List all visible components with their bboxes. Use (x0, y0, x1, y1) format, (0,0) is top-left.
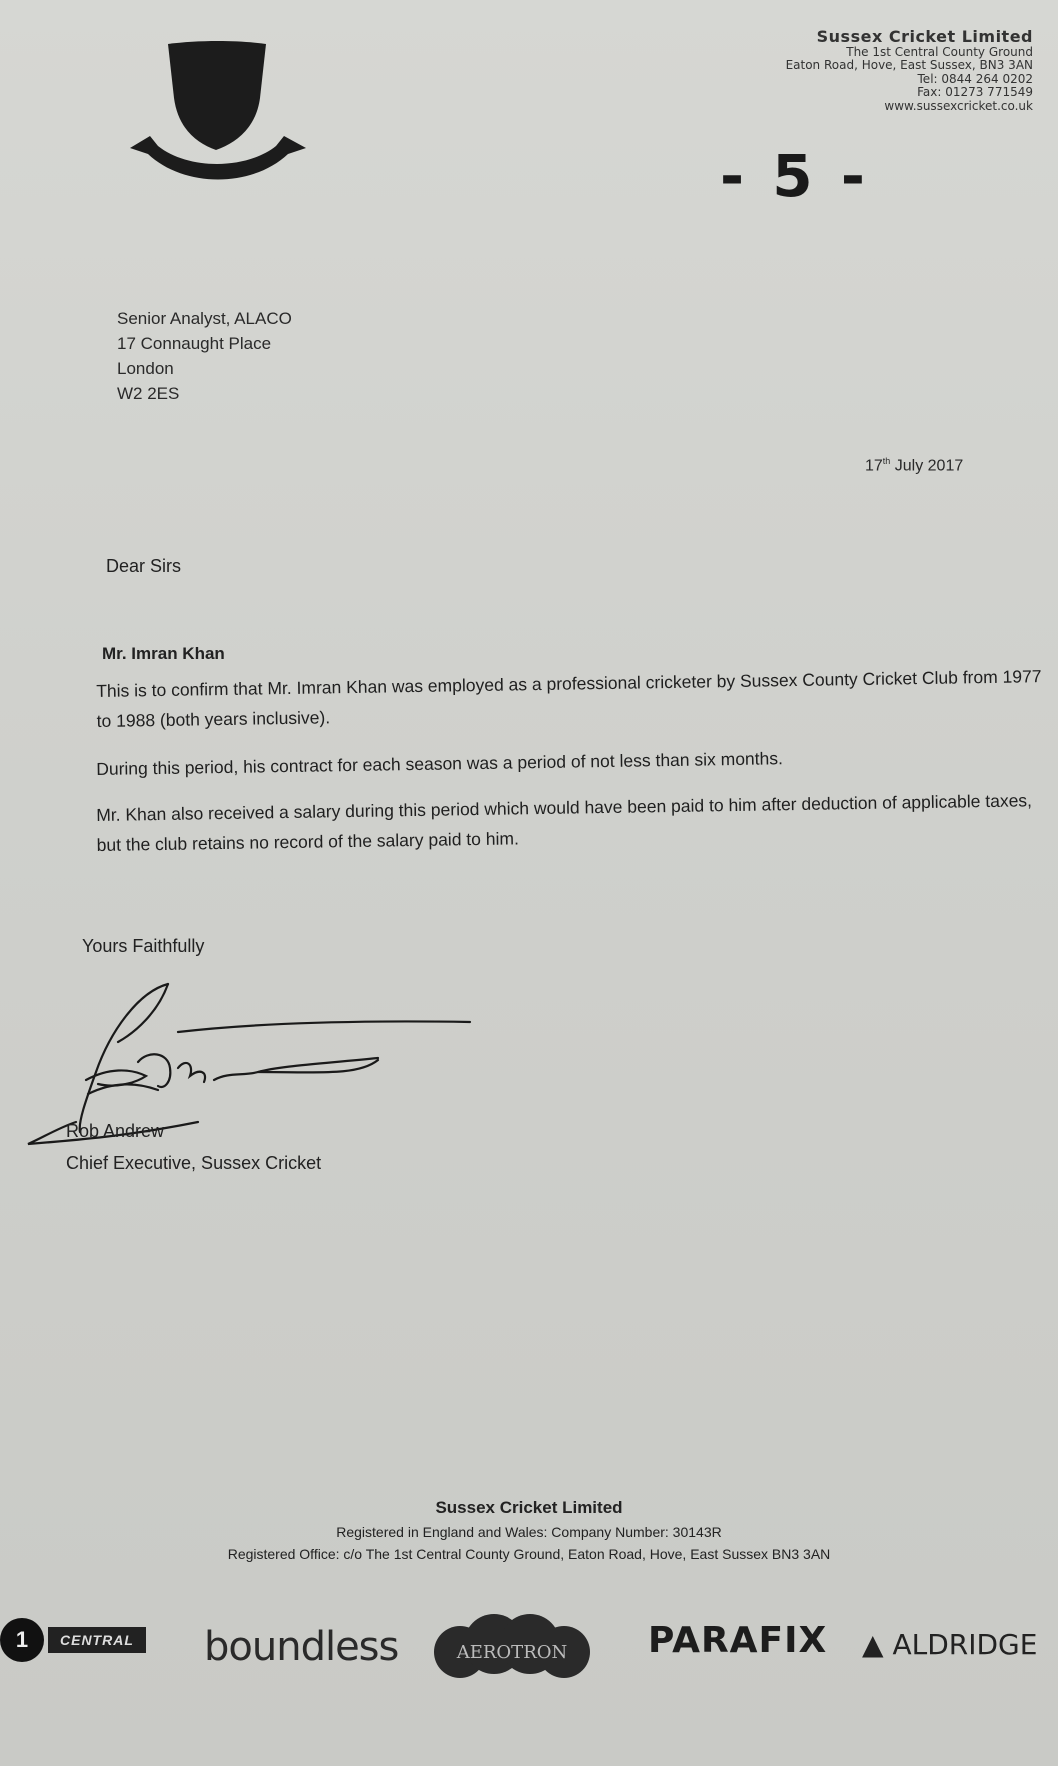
letterhead-address (633, 28, 1033, 113)
central-logo-text: CENTRAL (48, 1627, 146, 1653)
date-suffix: th (882, 456, 891, 466)
aerotron-sponsor-logo (432, 1608, 592, 1694)
signatory-title: Chief Executive, Sussex Cricket (66, 1153, 322, 1173)
date-rest: July 2017 (890, 457, 964, 475)
recipient-address (117, 306, 292, 406)
body-paragraph: Mr. Khan also received a salary during this period which would have been paid to him after deduction of applicable taxes, but the club retains no record of the salary paid to him. (96, 790, 1033, 855)
aldridge-sponsor-logo (862, 1628, 1037, 1661)
signatory-name: Rob Andrew (66, 1121, 165, 1141)
boundless-sponsor-logo: boundless (204, 1624, 399, 1670)
recipient-line: London (117, 359, 174, 378)
letterhead-fax: Fax: 01273 771549 (917, 85, 1033, 100)
letterhead-street: Eaton Road, Hove, East Sussex, BN3 3AN (785, 58, 1033, 73)
letterhead-tel: Tel: 0844 264 0202 (917, 71, 1033, 86)
signatory (66, 1115, 321, 1179)
sussex-crest-logo (128, 38, 308, 188)
recipient-line: 17 Connaught Place (117, 334, 272, 353)
letterhead-website: www.sussexcricket.co.uk (884, 98, 1033, 113)
footer-office: Registered Office: c/o The 1st Central County Ground, Eaton Road, Hove, East Sussex BN3 3AN (227, 1546, 831, 1562)
aldridge-logo-text: ALDRIDGE (892, 1628, 1038, 1661)
letterhead-company: Sussex Cricket Limited (816, 27, 1033, 46)
recipient-line: W2 2ES (117, 384, 180, 403)
footer-company: Sussex Cricket Limited (435, 1498, 623, 1517)
subject-line: Mr. Imran Khan (102, 644, 225, 663)
salutation: Dear Sirs (106, 556, 182, 576)
aldridge-icon: ▲ (862, 1628, 884, 1661)
sponsor-logos (0, 1600, 1058, 1710)
central-sponsor-logo (0, 1618, 146, 1662)
body-paragraph: During this period, his contract for each season was a period of not less than six months. (96, 748, 784, 779)
closing: Yours Faithfully (82, 936, 205, 956)
letter-footer (0, 1498, 1058, 1562)
footer-registration: Registered in England and Wales: Company Number: 30143R (336, 1524, 722, 1540)
parafix-sponsor-logo: PARAFIX (648, 1620, 828, 1661)
central-logo-mark: 1 (0, 1618, 44, 1662)
aerotron-logo-text: AEROTRON (456, 1642, 568, 1663)
letterhead-ground: The 1st Central County Ground (846, 44, 1033, 59)
letter-date (865, 456, 963, 475)
date-day: 17 (865, 457, 883, 475)
body-paragraph: This is to confirm that Mr. Imran Khan was employed as a professional cricketer by Sussex County Cricket Club from 1977 to 1988 (both years inclusive). (96, 666, 1042, 731)
handwritten-page-number: - 5 - (720, 142, 869, 210)
recipient-line: Senior Analyst, ALACO (117, 309, 292, 328)
